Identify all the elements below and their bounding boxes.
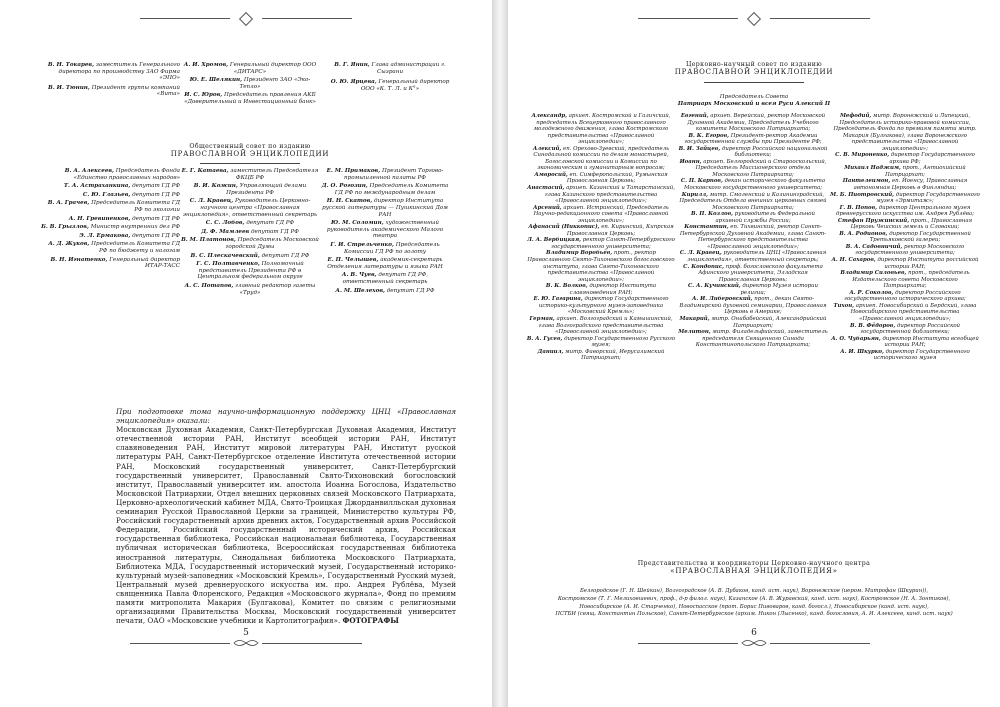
top-ornament-icon — [0, 12, 492, 26]
entry-role: директор Государственного архива РФ; — [889, 152, 975, 165]
entry — [526, 146, 676, 172]
entry-role: депутат ГД РФ — [246, 220, 295, 227]
entry-name: С. Ю. Глазьев, — [82, 191, 131, 198]
entry-name: А. М. Шелехов, — [335, 287, 385, 294]
support-body: Московская Духовная Академия, Санкт-Петербургская Духовная Академия, Институт отечественной истории РАН, Институт всеобщей истории РАН, Институт славяноведения РАН, Институт мировой литературы РАН, Институт русской литературы РАН, Санкт-Петербургское отделение Института отечественной истории РАН, Московский государственный университет, Санкт-Петербургский государственный университет, Православный Свято-Тихоновский богословский институт, Православный университет им. апостола Иоанна Богослова, Издательство Московской Патриархии, Отдел внешних церковных связей Московского Патриархата, Церковно-археологический кабинет МДА, Свято-Троицкая Джорданвилльская духовная семинария Русской Православной Церкви за границей, Министерство культуры РФ, Российский государственный архив древних актов, Государственный архив Российской Федерации, Российский государственный исторический архив, Российская государственная библиотека, Российская национальная библиотека, Государственная публичная историческая библиотека, Всероссийская государственная библиотека иностранной литературы, Синодальная библиотека Московского Патриархата, Библиотека МДА, Государственный исторический музей, Государственный историко-культурный музей-заповедник «Московский Кремль», Государственный Русский музей, Центральный музей древнерусского искусства им. про. Андрея Рублёва, Музей священника Павла Флоренского, Редакция «Московского журнала», Фонд по премиям памяти митрополита Макария (Булгакова), Комитет по связям с религиозными организациями Правительства Москвы, Московский государственный университет печати, ОАО «Московские учебники и Картолитография». — [116, 425, 456, 626]
entry — [320, 168, 450, 181]
entry — [40, 216, 180, 223]
entry-name: Александр, — [531, 113, 567, 119]
entry-name: В. А. Родионов, — [839, 230, 888, 237]
top-left-column — [40, 62, 180, 101]
entry-name: С. А. Кучинский, — [688, 283, 741, 290]
entry — [678, 211, 828, 224]
entry-name: Л. А. Вербицкая, — [527, 237, 582, 244]
entry — [40, 62, 180, 82]
entry — [678, 264, 828, 284]
entry-name: Пантелеимон, — [842, 178, 891, 185]
entry-role: депутат ГД РФ — [132, 191, 180, 198]
entry-role: депутат ГД РФ — [132, 215, 180, 222]
council-right-column — [320, 168, 450, 296]
entry — [180, 168, 320, 181]
entry-name: Герман, — [529, 315, 555, 322]
entry-name: С. С. Лобов, — [205, 220, 245, 227]
entry — [320, 272, 450, 285]
entry-name: А. И. Либеровский, — [691, 296, 753, 303]
entry — [40, 241, 180, 254]
top-ornament-icon-right — [508, 12, 1000, 26]
entry — [320, 183, 450, 196]
entry-role: Генеральный директор ООО «К. Т. Л. и К°» — [360, 79, 450, 92]
reps-line2: Костромское (Т. Г. Мелиховшевич, проф., д-р филол. наук), Казанское (А. В. Журавский, канд. ист. наук), Костромское (Н. А. Зонтиков), — [557, 595, 951, 602]
support-intro: При подготовке тома научно-информационную поддержку ЦНЦ «Православная энциклопедия» оказали: — [116, 407, 456, 426]
bottom-ornament-icon — [0, 638, 492, 650]
church-heading-rule — [704, 82, 804, 83]
church-heading-line2: ПРАВОСЛАВНОЙ ЭНЦИКЛОПЕДИИ — [674, 67, 834, 76]
entry-role: митр. Филадельфийский, заместитель председателя Священного Синода Константинопольского Патриархата; — [695, 329, 828, 349]
entry-role: Председатель Комитета ГД РФ по бюджету и налогам — [91, 241, 180, 254]
entry-role: директор Центрального музея древнерусского искусства им. Андрея Рублёва; — [836, 204, 974, 218]
entry — [180, 253, 320, 260]
entry-role: ректор Московского государственного университета; — [855, 243, 965, 257]
entry — [526, 113, 676, 146]
entry-role: Министр внутренних дел РФ — [90, 224, 180, 231]
entry-role: архиеп. Новосибирский и Бердский, глава Новосибирского представительства «Православной энциклопедии»; — [850, 302, 977, 322]
entry-name: Е. Ю. Гагарина, — [533, 296, 583, 303]
reps-list — [532, 588, 976, 619]
entry-role: директор Государственного историко-культурного музея-заповедника «Московский Кремль»; — [538, 296, 669, 316]
entry-name: Арсений, — [533, 204, 562, 211]
entry-name: В. П. Козлов, — [690, 211, 734, 218]
entry-name: Амвросий, — [534, 171, 568, 178]
entry — [40, 85, 180, 98]
entry-role: директор Российского государственного исторического архива; — [844, 289, 966, 303]
entry-role: Председатель Фонда «Единство православных народов» — [73, 168, 180, 181]
council-heading-line2: ПРАВОСЛАВНОЙ ЭНЦИКЛОПЕДИИ — [170, 149, 330, 158]
entry-role: депутат ГД РФ, ответственный секретарь — [342, 272, 429, 285]
entry — [830, 290, 980, 303]
entry-name: С. В. Мироненко, — [835, 152, 890, 159]
entry — [180, 62, 320, 75]
entry — [320, 288, 450, 295]
bottom-ornament-icon-right — [508, 638, 1000, 650]
entry-name: А. И. Хромов, — [183, 62, 229, 68]
entry — [830, 178, 980, 191]
chairman-block — [604, 94, 904, 107]
entry-name: В. М. Платонов, — [181, 237, 236, 244]
entry-name: Стефан Пружинский, — [837, 217, 910, 224]
entry-name: А. И. Шкурко, — [840, 348, 884, 355]
entry-role: прот., Антиохийский Патриархат; — [885, 165, 966, 178]
entry — [40, 257, 180, 270]
entry — [830, 113, 980, 152]
entry-role: декан исторического факультета Московского государственного университета; — [683, 178, 826, 192]
reps-heading — [604, 560, 904, 575]
top-middle-column — [180, 62, 320, 108]
entry-role: Председатель Комитета ГД РФ по экологии — [91, 200, 180, 213]
entry-name: Афанасий (Никкопис), — [528, 224, 600, 231]
entry-name: Анастасий, — [527, 185, 565, 192]
entry — [180, 283, 320, 296]
entry-name: Алексий, — [532, 145, 562, 152]
entry-role: директор Института славяноведения РАН; — [569, 283, 657, 296]
entry-role: Президент-ректор Академии государственной службы при Президенте РФ; — [684, 132, 822, 146]
council-col3 — [830, 113, 980, 362]
entry — [180, 261, 320, 281]
entry-name: Владимир Воробьёв, — [546, 250, 613, 257]
entry — [830, 257, 980, 270]
entry-role: архиеп. Белгородский и Старооскольский, Председатель Миссионерского отдела Московского Патриархата; — [695, 158, 827, 178]
council-col1 — [526, 113, 676, 362]
entry — [40, 192, 180, 199]
entry — [526, 283, 676, 296]
entry-name: Владимир Силовьев, — [840, 270, 907, 277]
entry-role: директор Музея истории религии; — [740, 283, 818, 296]
entry-role: Полномочный представитель Президента РФ в Центральном федеральном округе — [197, 261, 304, 281]
entry — [830, 349, 980, 362]
entry-name: Тихон, — [833, 302, 855, 309]
entry-role: директор Института всеобщей истории РАН; — [882, 335, 979, 349]
entry-name: Кирилл, — [681, 191, 708, 198]
entry-name: И. С. Юров, — [184, 92, 223, 99]
entry — [678, 146, 828, 159]
entry-role: депутат ГД РФ — [132, 183, 180, 190]
entry-name: Макарий, — [679, 315, 710, 322]
entry-name: Б. В. Грызлов, — [41, 224, 89, 231]
entry-name: А. С. Потапов, — [184, 282, 234, 289]
entry-role: архиеп. Костромской и Галичский, председатель Всецерковного православного молодежного движения, глава Костромского представительства «Православной энциклопедии»; — [533, 113, 671, 146]
entry-name: В. А. Алексеев, — [64, 168, 114, 174]
entry-role: еп. Орехово-Зуевский, председатель Синодальной комиссии по делам монастырей, Богословской комиссии и Комиссии по экономическим и гуманитарным вопросам; — [533, 145, 670, 172]
entry-name: Евгений, — [680, 113, 709, 119]
entry — [830, 244, 980, 257]
entry — [678, 133, 828, 146]
council-left-column — [40, 168, 180, 272]
entry-role: Председатель Московской городской Думы — [225, 237, 319, 250]
entry-role: Председатель Комитета ГД РФ по международным делам — [334, 183, 449, 196]
entry-name: С. Л. Кравец, — [189, 198, 234, 205]
entry-name: Ю. М. Соломин, — [331, 220, 384, 227]
entry-role: прот., декан Свято-Владимирской духовной семинарии, Православная Церковь в Америке; — [679, 296, 827, 316]
entry — [830, 303, 980, 323]
entry-role: депутат ГД РФ — [386, 287, 435, 294]
entry-role: директор Государственной Третьяковской галереи; — [869, 230, 971, 244]
entry — [678, 250, 828, 263]
entry-role: Генеральный директор ИТАР-ТАСС — [109, 256, 180, 270]
entry-role: Президент ЗАО «Эко-Тепло» — [239, 77, 311, 90]
church-council-heading — [654, 61, 854, 76]
entry — [40, 168, 180, 181]
entry-name: В. И. Кожин, — [193, 183, 238, 190]
entry-name: Г. В. Попов, — [839, 204, 878, 211]
entry-role: депутат ГД РФ — [132, 232, 180, 239]
entry-name: Е. М. Примаков, — [326, 168, 381, 174]
entry-name: М. Б. Пиотровский, — [830, 191, 895, 198]
entry-role: еп. Тихвинский, ректор Санкт-Петербургской Духовной Академии, глава Санкт-Петербургского представительства «Православной энциклопедии»; — [679, 224, 827, 250]
entry-role: еп. Йоенсу, Православная автономная Церковь в Финляндии; — [853, 178, 968, 192]
entry-name: Т. А. Астраханкина, — [63, 183, 131, 190]
entry-name: Е. П. Челышев, — [327, 257, 379, 264]
entry — [180, 77, 320, 90]
entry-role: архиеп. Верейский, ректор Московской Духовной Академии, Председатель Учебного комитета Московского Патриархата; — [687, 113, 826, 133]
entry — [40, 224, 180, 231]
entry-name: Н. Н. Скатов, — [326, 198, 373, 205]
entry-name: В. А. Гусев, — [526, 335, 563, 342]
entry-name: В. К. Егоров, — [688, 132, 729, 139]
entry — [678, 178, 828, 191]
entry-role: директор Государственного музея «Эрмитаж»; — [876, 191, 980, 205]
entry-name: А. В. Чуев, — [341, 272, 377, 279]
entry — [180, 220, 320, 227]
page-number-right: 6 — [751, 628, 757, 638]
entry-role: директор Государственного исторического музея — [873, 348, 970, 362]
entry — [180, 198, 320, 218]
heading-rule — [200, 163, 300, 164]
entry — [830, 323, 980, 336]
entry — [526, 250, 676, 283]
entry — [320, 242, 450, 255]
entry — [526, 237, 676, 250]
entry-role: прот., Православная Церковь Чешских земель и Словакии; — [850, 217, 973, 231]
entry-role: митр. Воронежский и Липецкий, Председатель историко-правовой комиссии, Председатель Фонда по премиям памяти митр. Макария (Булгакова), глава Воронежского представительства «Православной энциклопедии»; — [833, 113, 977, 152]
entry — [678, 113, 828, 133]
entry-role: руководитель Федеральной архивной службы России; — [715, 211, 816, 224]
entry-role: художественный руководитель академического Малого театра — [326, 220, 444, 240]
entry — [526, 205, 676, 225]
entry-name: Г. С. Полтавченко, — [196, 261, 260, 268]
entry — [320, 257, 450, 270]
entry — [180, 92, 320, 105]
entry-role: депутат ГД РФ — [251, 228, 299, 235]
entry — [526, 224, 676, 237]
entry-name: С. Л. Кравец, — [679, 250, 722, 257]
entry-name: А. Н. Сахаров, — [831, 257, 876, 264]
entry-role: прот., ректор Православного Свято-Тихоновского богословского института, глава Свято-Тихоновского представительства «Православной энциклопедии»; — [527, 250, 675, 283]
entry-name: В. К. Волков, — [545, 283, 588, 290]
entry-name: Иоанн, — [679, 158, 702, 165]
entry-role: архиеп. Казанский и Татарстанский, глава Казанского представительства «Православной энциклопедии»; — [544, 185, 675, 205]
entry — [678, 316, 828, 329]
entry-role: Руководитель Церковно-научного центра «Православная энциклопедия», ответственный секретарь — [182, 198, 318, 218]
entry-name: Е. Г. Катаева, — [181, 168, 229, 174]
entry-name: В. Н. Токарев, — [47, 62, 95, 68]
entry-role: депутат ГД РФ — [261, 252, 310, 259]
entry — [830, 336, 980, 349]
entry — [678, 224, 828, 250]
entry-role: проф. богословского факультета Афинского университета, Элладская Православная Церковь; — [698, 263, 823, 283]
entry-role: Генеральный директор ООО «ДИТАРС» — [229, 62, 317, 75]
entry-role: руководитель ЦНЦ «Православная энциклопедия», ответственный секретарь; — [687, 250, 827, 264]
entry-role: митр. Фаворский, Иерусалимский Патриархат; — [565, 348, 665, 362]
council-col2 — [678, 113, 828, 349]
entry-name: А. Д. Жуков, — [48, 241, 90, 248]
chairman-name: Патриарх Московский и всея Руси Алексий II — [677, 100, 831, 107]
entry-name: В. В. Фёдоров, — [849, 322, 896, 329]
support-photos: ФОТОГРАФЫ — [342, 616, 399, 626]
council-heading — [150, 143, 350, 158]
entry-name: Э. Л. Ермакова, — [79, 232, 131, 239]
entry-role: академик-секретарь Отделения литературы и языка РАН — [327, 257, 443, 270]
entry-role: Глава администрации г. Сызрани — [371, 62, 446, 75]
entry — [678, 329, 828, 349]
reps-line3: Новосибирское (А. И. Старченко), Новоспасское (прот. Борис Пивоваров, канд. богосл.), Новосибирское (канд. ист. наук), — [579, 603, 929, 610]
reps-heading-line2: «ПРАВОСЛАВНАЯ ЭНЦИКЛОПЕДИЯ» — [670, 566, 838, 575]
entry-role: директор Российской государственной библиотеки; — [860, 322, 961, 336]
entry-role: директор Российской национальной библиотеки; — [721, 145, 828, 159]
top-right-column — [330, 62, 450, 96]
entry — [526, 172, 676, 185]
entry-name: Мефодий, — [839, 113, 872, 119]
entry-role: Управляющий делами Президента РФ — [226, 183, 307, 196]
entry-role: митр. Онибабейский, Александрийский Патриархат; — [711, 315, 827, 329]
right-page — [508, 0, 1000, 707]
entry-role: Председатель Комиссии ГД РФ по золоту — [343, 241, 440, 255]
entry-name: Г. И. Стрельченко, — [330, 241, 394, 248]
entry — [830, 231, 980, 244]
entry-role: Президент группы компаний «Вита» — [91, 84, 180, 98]
reps-heading-line1: Представительства и координаторы Церковно-научного центра — [637, 560, 871, 567]
entry — [320, 198, 450, 218]
entry — [678, 283, 828, 296]
entry — [330, 79, 450, 92]
entry — [40, 183, 180, 190]
entry-role: Президент Торгово-промышленной палаты РФ — [344, 168, 444, 181]
entry-name: А. О. Чубарьян, — [831, 335, 881, 342]
entry-name: Д. Ф. Мамлеев — [201, 228, 250, 235]
entry-name: С. П. Карпов, — [680, 178, 723, 185]
entry-role: архиеп. Волгоградский и Камышинский, глава Волгоградского представительства «Православной энциклопедии»; — [538, 315, 673, 336]
entry-role: еп. Симферопольский, Румынская Православная Церковь; — [566, 171, 668, 185]
entry-role: главный редактор газеты «Труд» — [235, 282, 316, 296]
entry — [830, 270, 980, 290]
support-paragraph — [116, 407, 456, 625]
entry-role: архиеп. Истринский, Председатель Научно-редакционного совета «Православной энциклопедии»; — [533, 204, 669, 224]
entry-name: Д. О. Рогозин, — [321, 183, 368, 190]
entry — [180, 237, 320, 250]
entry-name: А. Н. Гревиненков, — [68, 215, 131, 222]
entry-name: С. Кондопис, — [683, 263, 724, 270]
entry — [830, 205, 980, 218]
reps-line1: Белгородское (Г. Н. Шейкин), Волгоградское (А. В. Дубаков, канд. ист. наук), Воронежское (иером. Митрофан (Шкурин)), — [579, 588, 929, 594]
entry-name: В. А. Грачев, — [47, 200, 90, 207]
entry — [40, 233, 180, 240]
entry — [526, 296, 676, 316]
entry-name: В. Н. Игнатенко, — [50, 256, 108, 263]
page-number-left: 5 — [243, 628, 249, 638]
chairman-label: Председатель Совета — [719, 94, 789, 100]
entry — [330, 62, 450, 75]
entry — [526, 336, 676, 349]
entry-role: заместитель Генерального директора по производству ЗАО Фирма «ЭПО» — [58, 62, 180, 82]
entry — [830, 192, 980, 205]
entry — [830, 218, 980, 231]
entry-name: В. Г. Янин, — [334, 62, 370, 68]
entry — [180, 183, 320, 196]
council-heading-line1: Общественный совет по изданию — [189, 143, 311, 150]
entry-role: Председатель правления АКБ «Доверительный и Инвестиционный банк» — [184, 92, 316, 105]
entry-name: В. С. Плескачевский, — [190, 252, 260, 259]
entry — [40, 200, 180, 213]
entry-role: директор Государственного Русского музея; — [564, 335, 676, 349]
entry — [526, 185, 676, 205]
entry — [526, 316, 676, 336]
entry — [830, 152, 980, 165]
entry-name: В. И. Тюнин, — [48, 84, 90, 91]
entry-name: О. Ю. Ярцева, — [330, 79, 377, 86]
entry-name: Даниил, — [537, 348, 564, 355]
entry — [180, 229, 320, 236]
entry — [320, 220, 450, 240]
entry-name: А. Р. Соколов, — [849, 289, 894, 296]
entry-role: прот., председатель Издательского совета Московского Патриархата; — [852, 270, 970, 290]
entry-role: митр. Смоленский и Калининградский, Председатель Отдела внешних церковных связей Московского Патриархата; — [679, 191, 827, 211]
entry-name: В. А. Садовничий, — [845, 243, 903, 250]
book-spine — [492, 0, 508, 707]
entry — [526, 349, 676, 362]
entry-role: директор Института русской литературы — Пушкинский Дом РАН — [322, 198, 448, 218]
entry — [678, 159, 828, 179]
entry-name: Константин, — [684, 224, 729, 231]
church-heading-line1: Церковно-научный совет по изданию — [685, 61, 823, 68]
entry — [678, 296, 828, 316]
entry-role: заместитель Председателя ФКЦБ РФ — [230, 168, 319, 181]
entry-name: Михаил Наджим, — [844, 165, 901, 172]
entry-name: Ю. Е. Шелякин, — [189, 77, 243, 84]
council-middle-column — [180, 168, 320, 298]
entry — [678, 192, 828, 212]
entry-role: ректор Санкт-Петербургского государственного университета; — [551, 237, 675, 250]
entry — [830, 165, 980, 178]
reps-line4: ПСТБИ (свящ. Константин Польсков), Санкт-Петербургское (архим. Никон (Лысенко), канд. богословия, А. И. Алексеев, канд. ист. наук) — [555, 611, 953, 618]
entry-name: Мелитон, — [678, 329, 711, 336]
left-page — [0, 0, 492, 707]
entry-name: В. И. Зайцев, — [678, 145, 721, 152]
entry-role: еп. Киринский, Кипрская Православная Церковь; — [566, 224, 674, 237]
entry-role: директор Института российской истории РАН; — [877, 257, 979, 270]
